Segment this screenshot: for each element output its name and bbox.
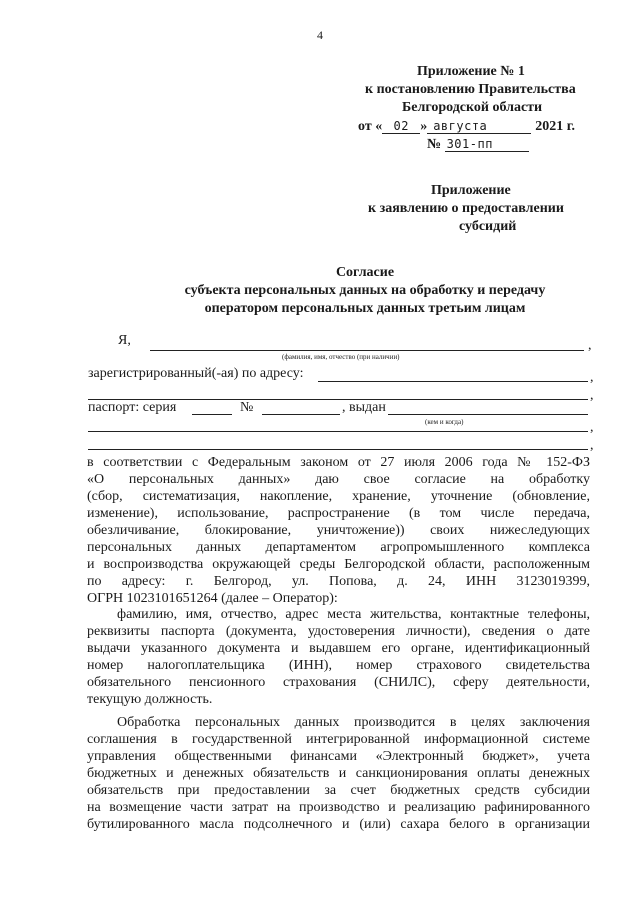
p3-line: на возмещение части затрат на производство и реализацию рафинированного: [87, 800, 590, 815]
p1-line: по адресу: г. Белгород, ул. Попова, д. 24, ИНН 3123019399,: [87, 574, 590, 589]
p2-line: обязательного пенсионного страхования (СНИЛС), сферу деятельности,: [87, 675, 590, 690]
appendix-title: Приложение № 1: [417, 64, 525, 79]
p3-line: бюджетных и денежных обязательств и санкционирования оплаты денежных: [87, 766, 590, 781]
address-comma-2: ,: [590, 388, 594, 403]
p1-line: обезличивание, блокирование, уничтожение)) своих нижеследующих: [87, 523, 590, 538]
p1-line: изменение), использование, распространение (в том числе передача,: [87, 506, 590, 521]
consent-subtitle-line1: субъекта персональных данных на обработку и передачу: [184, 283, 546, 298]
fio-hint: (фамилия, имя, отчество (при наличии): [282, 353, 400, 361]
sub-appendix-title: Приложение: [431, 183, 511, 198]
p2-line: выдачи указанного документа и выдавшем его органе, идентификационный: [87, 641, 590, 656]
passport-series-line[interactable]: [192, 414, 232, 415]
p3-line: соглашения в государственной интегрированной информационной системе: [87, 732, 590, 747]
date-mid: »: [420, 119, 428, 134]
issued-comma-2: ,: [590, 438, 594, 453]
date-day: 02: [382, 119, 420, 134]
consent-title: Согласие: [335, 265, 395, 280]
issued-label: , выдан: [342, 400, 386, 415]
p2-line: фамилию, имя, отчество, адрес места жительства, контактные телефоны,: [117, 607, 590, 622]
fio-comma: ,: [588, 338, 592, 353]
p2-line: номер налогоплательщика (ИНН), номер страхового свидетельства: [87, 658, 590, 673]
p2-line-last: текущую должность.: [87, 692, 213, 707]
p1-line: персональных данных департаментом агропромышленного комплекса: [87, 540, 590, 555]
consent-subtitle-line2: оператором персональных данных третьим лицам: [204, 301, 526, 316]
issued-line[interactable]: [388, 414, 588, 415]
registered-label: зарегистрированный(-ая) по адресу:: [88, 366, 304, 381]
i-label: Я,: [118, 333, 131, 348]
number-prefix: №: [427, 137, 442, 152]
passport-label: паспорт: серия: [88, 400, 177, 415]
decree-date: [358, 119, 575, 135]
sub-appendix-ref: к заявлению о предоставлении: [368, 201, 564, 216]
p1-line: в соответствии с Федеральным законом от 27 июля 2006 года № 152-ФЗ: [87, 455, 590, 470]
issued-line-3[interactable]: [88, 449, 588, 450]
date-month: августа: [427, 119, 531, 134]
date-year: 2021 г.: [535, 119, 575, 134]
sub-appendix-subject: субсидий: [459, 219, 517, 234]
p3-line: обязательств при предоставлении за счет бюджетных средств субсидии: [87, 783, 590, 798]
p3-line: бутилированного масла подсолнечного и (или) сахара белого в организации: [87, 817, 590, 832]
p2-line: реквизиты паспорта (документа, удостоверения личности), сведения о дате: [87, 624, 590, 639]
p3-line: управления общественными финансами «Электронный бюджет», учета: [87, 749, 590, 764]
issued-hint: (кем и когда): [425, 418, 464, 426]
passport-number-label: №: [240, 400, 254, 415]
fio-line[interactable]: [150, 350, 584, 351]
passport-number-line[interactable]: [262, 414, 340, 415]
region-name: Белгородской области: [402, 100, 543, 115]
address-line-1[interactable]: [318, 381, 588, 382]
issued-comma-1: ,: [590, 420, 594, 435]
decree-number: [427, 137, 529, 153]
issued-line-2[interactable]: [88, 431, 588, 432]
page-number: 4: [317, 28, 323, 42]
p3-line: Обработка персональных данных производится в целях заключения: [117, 715, 590, 730]
p1-line: (сбор, систематизация, накопление, хранение, уточнение (обновление,: [87, 489, 590, 504]
p1-line-last: ОГРН 1023101651264 (далее – Оператор):: [87, 591, 338, 606]
decree-reference: к постановлению Правительства: [365, 82, 576, 97]
date-prefix: от «: [358, 119, 383, 134]
number-value: 301-пп: [445, 137, 529, 152]
address-comma-1: ,: [590, 370, 594, 385]
p1-line: «О персональных данных» даю свое согласие на обработку: [87, 472, 590, 487]
p1-line: и воспроизводства окружающей среды Белгородской области, расположенным: [87, 557, 590, 572]
